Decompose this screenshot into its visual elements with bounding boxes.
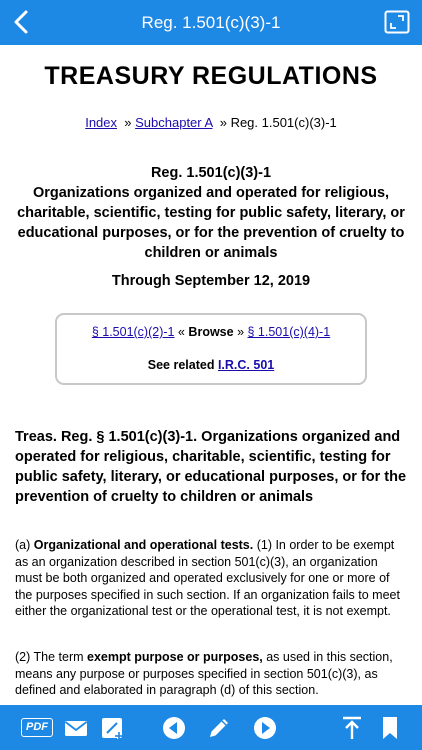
document-content[interactable] [0, 45, 422, 705]
paragraph-bold-term: exempt purpose or purposes, [87, 650, 263, 664]
breadcrumb-separator: » [219, 115, 227, 130]
browse-next-separator: » [237, 325, 245, 339]
scroll-top-icon[interactable] [338, 714, 366, 742]
paragraph-text: as used in this section, means any purpose or purposes specified in section 501(c)(3), as defined and elaborated in paragraph (d) of this section. [15, 650, 393, 697]
top-nav-bar [0, 0, 422, 45]
mail-icon[interactable] [62, 714, 90, 742]
previous-section-link[interactable]: § 1.501(c)(2)-1 [91, 325, 175, 339]
bookmark-icon[interactable] [376, 714, 404, 742]
browse-prev-separator: « [177, 325, 185, 339]
breadcrumb-current: Reg. 1.501(c)(3)-1 [230, 115, 337, 130]
regulation-heading [14, 163, 408, 263]
paragraph-bold-term: Organizational and operational tests. [33, 538, 254, 552]
chevron-left-icon[interactable] [6, 6, 38, 38]
add-note-icon[interactable] [99, 714, 127, 742]
fullscreen-icon[interactable] [384, 10, 410, 34]
related-row [57, 358, 365, 372]
previous-icon[interactable] [160, 714, 188, 742]
browse-label: Browse [188, 325, 234, 339]
regulation-number: Reg. 1.501(c)(3)-1 [150, 165, 272, 181]
pdf-icon[interactable]: PDF [21, 718, 53, 737]
paragraph-prefix: (a) [15, 538, 34, 552]
document-title: TREASURY REGULATIONS [44, 62, 378, 90]
section-heading: Treas. Reg. § 1.501(c)(3)-1. Organizations organized and operated for religious, charitable, scientific, testing for public safety, literary, or educational purposes, or for the prevention of cruelty to children or animals [15, 429, 407, 505]
paragraph-a [15, 537, 407, 620]
breadcrumb-index-link[interactable]: Index [85, 115, 118, 130]
page-title: Reg. 1.501(c)(3)-1 [141, 13, 281, 32]
regulation-title: Organizations organized and operated for religious, charitable, scientific, testing for public safety, literary, or educational purposes, or for the prevention of cruelty to children or animals [17, 185, 405, 261]
through-date: Through September 12, 2019 [111, 273, 311, 289]
paragraph-text: (1) In order to be exempt as an organization described in section 501(c)(3), an organization must be both organized and operated exclusively for one or more of the purposes specified in such section. If an organization fails to meet either the organizational test or the operational test, it is not exempt. [15, 538, 400, 618]
breadcrumb-subchapter-link[interactable]: Subchapter A [135, 115, 213, 130]
bottom-toolbar [0, 705, 422, 750]
browse-row [57, 325, 365, 339]
next-icon[interactable] [251, 714, 279, 742]
next-section-link[interactable]: § 1.501(c)(4)-1 [247, 325, 331, 339]
browse-box [55, 313, 367, 385]
related-irc-link[interactable]: I.R.C. 501 [217, 358, 275, 372]
paragraph-prefix: (2) The term [15, 650, 88, 664]
related-prefix: See related [147, 358, 215, 372]
breadcrumb-separator: » [124, 115, 132, 130]
breadcrumb [0, 115, 422, 130]
edit-icon[interactable] [205, 714, 233, 742]
paragraph-2 [15, 649, 407, 699]
